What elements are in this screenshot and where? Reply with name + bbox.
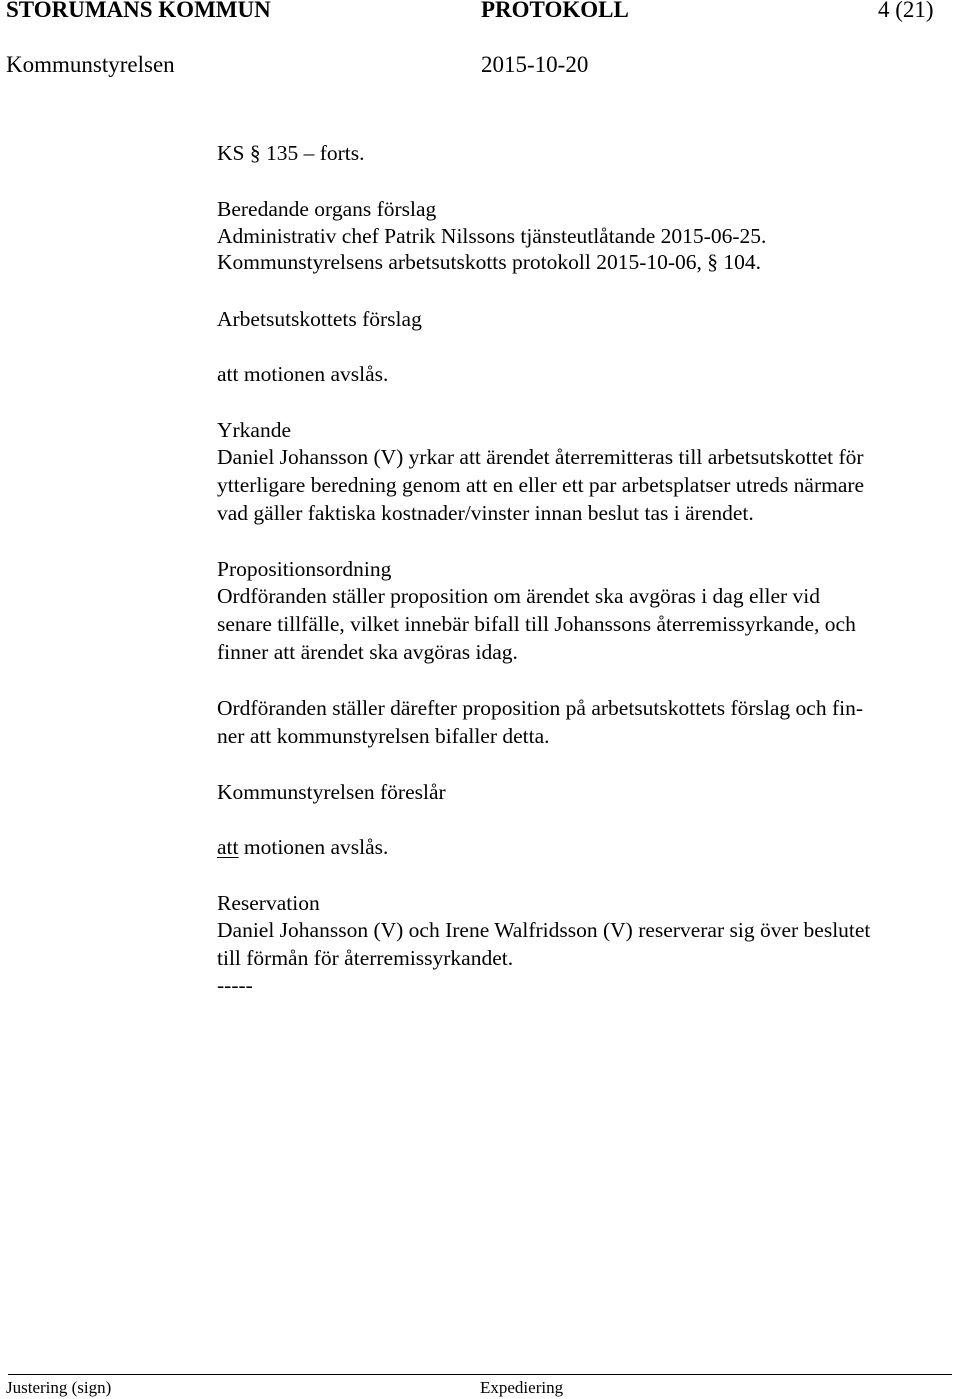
beredande-line-2 (217, 248, 761, 276)
beredande-line-1: Administrativ chef Patrik Nilssons tjänsteutlåtande 2015-06-25. (217, 224, 767, 248)
heading-yrkande: Yrkande (217, 418, 292, 442)
att-marker: att (217, 362, 239, 386)
propositionsordning-p1-line-2: senare tillfälle, vilket innebär bifall till Johanssons återremissyrkande, och (217, 612, 856, 636)
header-page-number: 4 (21) (878, 0, 934, 22)
heading-foreslar: Kommunstyrelsen föreslår (217, 780, 446, 804)
yrkande-line-1: Daniel Johansson (V) yrkar att ärendet återremitteras till arbetsutskottet för (217, 445, 864, 469)
footer-divider (8, 1374, 952, 1375)
reservation-line-1: Daniel Johansson (V) och Irene Walfridsson (V) reserverar sig över beslutet (217, 918, 871, 942)
heading-reservation: Reservation (217, 891, 320, 915)
proposal-text: motionen avslås. (243, 835, 389, 859)
section-sign: § (249, 141, 261, 165)
att-marker: att (217, 835, 239, 859)
heading-propositionsordning: Propositionsordning (217, 557, 392, 581)
propositionsordning-p2-line-2: ner att kommunstyrelsen bifaller detta. (217, 724, 550, 748)
foreslar-proposal (217, 833, 388, 861)
heading-arbetsutskottet: Arbetsutskottets förslag (217, 307, 422, 331)
propositionsordning-p1-line-3: finner att ärendet ska avgöras idag. (217, 640, 518, 664)
section-sign: § (707, 250, 719, 274)
header-date: 2015-10-20 (481, 52, 589, 77)
beredande-line-2-prefix: Kommunstyrelsens arbetsutskotts protokoll 2015-10-06, (217, 250, 702, 274)
header-body: Kommunstyrelsen (6, 52, 175, 77)
propositionsordning-p2-line-1: Ordföranden ställer därefter proposition på arbetsutskottets förslag och fin- (217, 696, 863, 720)
beredande-line-2-suffix: 104. (723, 250, 762, 274)
footer-justering: Justering (sign) (6, 1378, 112, 1397)
header-doc-type: PROTOKOLL (481, 0, 629, 22)
case-reference (217, 139, 365, 167)
arbetsutskottet-proposal (217, 360, 388, 388)
proposal-text: motionen avslås. (243, 362, 389, 386)
case-ref-prefix: KS (217, 141, 245, 165)
footer-expediering: Expediering (480, 1378, 564, 1397)
yrkande-line-2: ytterligare beredning genom att en eller ett par arbetsplatser utreds närmare (217, 473, 865, 497)
header-org: STORUMANS KOMMUN (6, 0, 271, 22)
end-mark: ----- (217, 973, 253, 997)
heading-beredande: Beredande organs förslag (217, 197, 437, 221)
reservation-line-2: till förmån för återremissyrkandet. (217, 946, 514, 970)
case-ref-suffix: 135 – forts. (265, 141, 365, 165)
propositionsordning-p1-line-1: Ordföranden ställer proposition om ärendet ska avgöras i dag eller vid (217, 584, 821, 608)
yrkande-line-3: vad gäller faktiska kostnader/vinster innan beslut tas i ärendet. (217, 501, 754, 525)
